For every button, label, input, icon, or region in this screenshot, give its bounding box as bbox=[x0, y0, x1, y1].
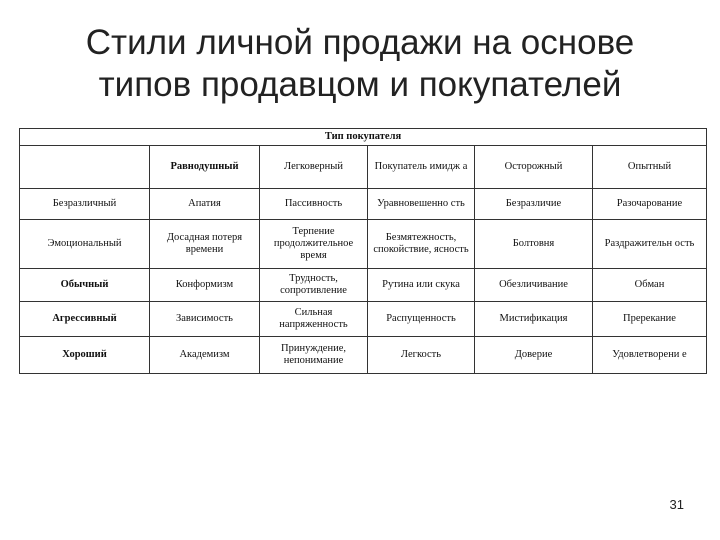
table-cell: Болтовня bbox=[475, 220, 593, 269]
table-cell: Рутина или скука bbox=[368, 269, 475, 302]
table-cell: Мистификация bbox=[475, 302, 593, 337]
table-cell: Легкость bbox=[368, 337, 475, 374]
table-top-header-row bbox=[20, 129, 707, 146]
table-cell: Пререкание bbox=[593, 302, 707, 337]
table-row bbox=[20, 302, 707, 337]
table-cell: Раздражительн ость bbox=[593, 220, 707, 269]
table-cell: Сильная напряженность bbox=[260, 302, 368, 337]
table-header-row bbox=[20, 146, 707, 189]
table-cell: Трудность, сопротивление bbox=[260, 269, 368, 302]
table-cell: Распущенность bbox=[368, 302, 475, 337]
table-cell: Безразличие bbox=[475, 189, 593, 220]
table-cell: Безмятежность, спокойствие, ясность bbox=[368, 220, 475, 269]
column-header: Покупатель имидж а bbox=[368, 146, 475, 189]
page-number: 31 bbox=[669, 497, 684, 512]
row-label: Хороший bbox=[20, 337, 150, 374]
table-cell: Терпение продолжительное время bbox=[260, 220, 368, 269]
table-cell: Удовлетворени е bbox=[593, 337, 707, 374]
table-row bbox=[20, 269, 707, 302]
row-label: Обычный bbox=[20, 269, 150, 302]
table-row bbox=[20, 337, 707, 374]
slide-title bbox=[0, 22, 720, 106]
column-header: Опытный bbox=[593, 146, 707, 189]
table-cell: Обман bbox=[593, 269, 707, 302]
row-label: Агрессивный bbox=[20, 302, 150, 337]
table-cell: Обезличивание bbox=[475, 269, 593, 302]
table-row bbox=[20, 189, 707, 220]
buyer-type-header: Тип покупателя bbox=[20, 129, 707, 146]
sales-styles-table bbox=[19, 128, 707, 374]
column-header: Равнодушный bbox=[150, 146, 260, 189]
table-cell: Конформизм bbox=[150, 269, 260, 302]
table-cell: Доверие bbox=[475, 337, 593, 374]
column-header: Легковерный bbox=[260, 146, 368, 189]
table-cell: Досадная потеря времени bbox=[150, 220, 260, 269]
table-row bbox=[20, 220, 707, 269]
table-cell: Уравновешенно сть bbox=[368, 189, 475, 220]
table-cell: Разочарование bbox=[593, 189, 707, 220]
table-cell: Принуждение, непонимание bbox=[260, 337, 368, 374]
table-cell: Апатия bbox=[150, 189, 260, 220]
column-header: Осторожный bbox=[475, 146, 593, 189]
table-cell: Зависимость bbox=[150, 302, 260, 337]
column-header-corner bbox=[20, 146, 150, 189]
row-label: Безразличный bbox=[20, 189, 150, 220]
slide-title-line-1: Стили личной продажи на основе bbox=[85, 23, 635, 62]
row-label: Эмоциональный bbox=[20, 220, 150, 269]
slide-title-line-2: типов продавцом и покупателей bbox=[98, 65, 622, 104]
table-cell: Академизм bbox=[150, 337, 260, 374]
table-cell: Пассивность bbox=[260, 189, 368, 220]
